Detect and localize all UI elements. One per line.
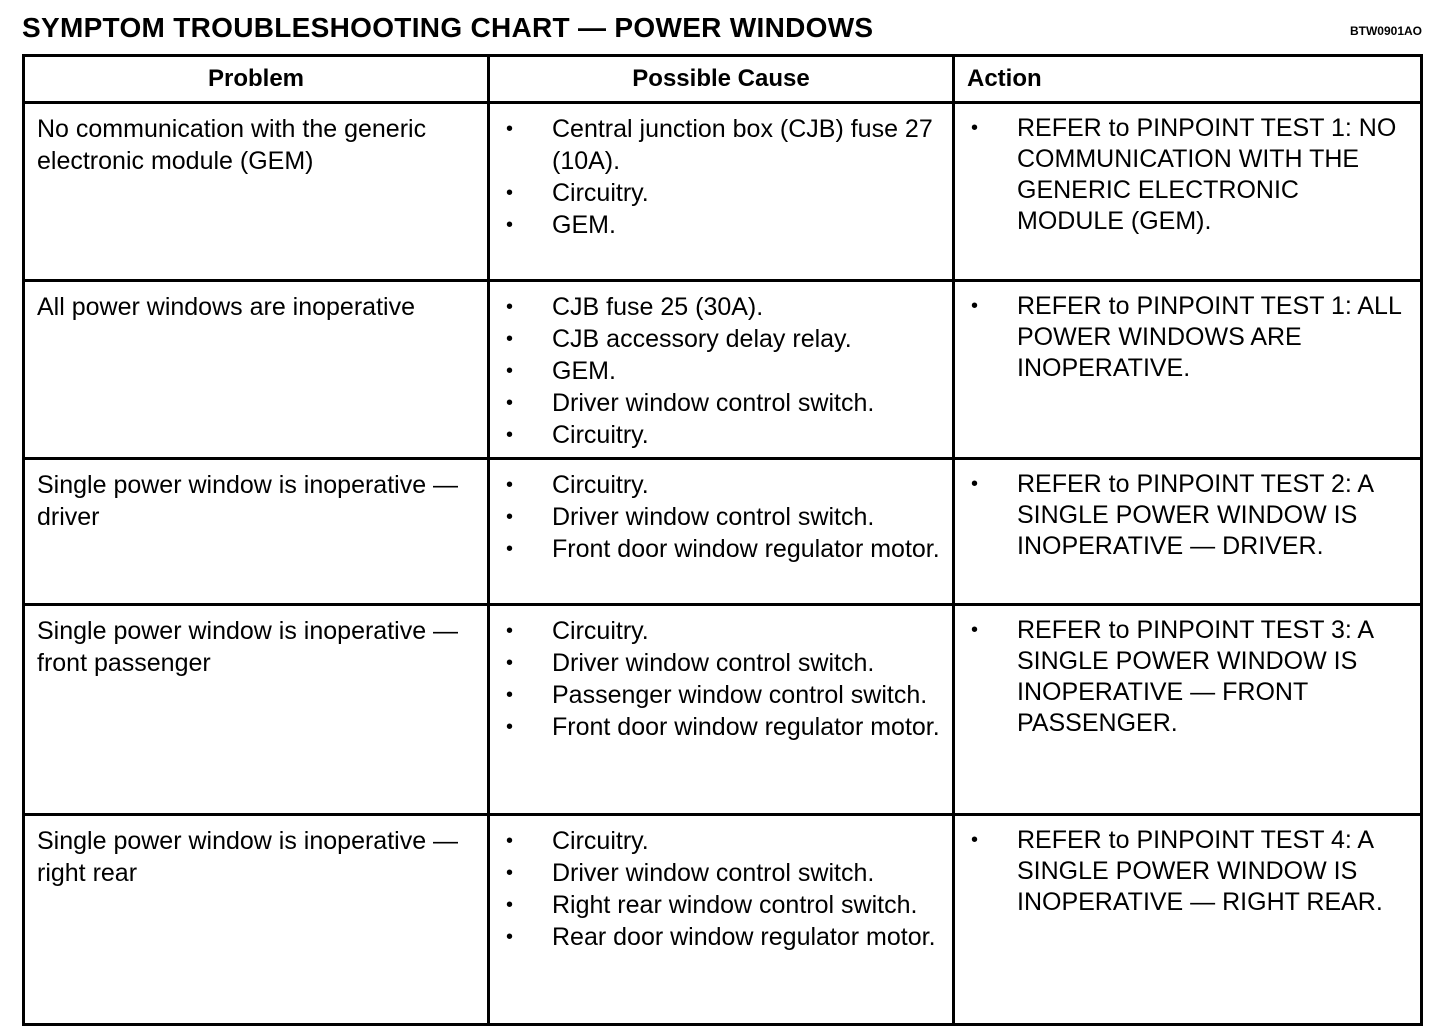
cause-text: Rear door window regulator motor. [552, 923, 936, 951]
list-item [502, 469, 942, 501]
chart-header [22, 10, 1422, 50]
list-item [502, 825, 942, 857]
bullet-icon: • [971, 117, 979, 139]
cause-list [502, 469, 942, 565]
list-item [502, 857, 942, 889]
cause-list [502, 615, 942, 743]
bullet-icon: • [506, 620, 514, 642]
cause-text: Front door window regulator motor. [552, 713, 940, 741]
bullet-icon: • [506, 538, 514, 560]
bullet-icon: • [506, 862, 514, 884]
list-item [967, 113, 1410, 237]
bullet-icon: • [506, 296, 514, 318]
action-cell [954, 605, 1422, 815]
list-item [967, 469, 1410, 562]
problem-cell: Single power window is inoperative — right rear [24, 815, 489, 1025]
list-item [502, 615, 942, 647]
column-header-problem: Problem [24, 56, 489, 103]
bullet-icon: • [506, 652, 514, 674]
bullet-icon: • [506, 360, 514, 382]
bullet-icon: • [506, 424, 514, 446]
bullet-icon: • [506, 214, 514, 236]
list-item [502, 501, 942, 533]
bullet-icon: • [506, 894, 514, 916]
bullet-icon: • [506, 716, 514, 738]
action-cell [954, 459, 1422, 605]
cause-text: Circuitry. [552, 421, 649, 449]
action-cell [954, 103, 1422, 281]
bullet-icon: • [506, 118, 514, 140]
table-row [24, 459, 1422, 605]
list-item [502, 177, 942, 209]
list-item [502, 889, 942, 921]
action-list [967, 291, 1410, 384]
cause-text: GEM. [552, 357, 616, 385]
table-row [24, 281, 1422, 459]
table-row [24, 103, 1422, 281]
bullet-icon: • [971, 619, 979, 641]
table-header-row [24, 56, 1422, 103]
action-text: REFER to PINPOINT TEST 2: A SINGLE POWER WINDOW IS INOPERATIVE — DRIVER. [1017, 470, 1373, 560]
action-text: REFER to PINPOINT TEST 4: A SINGLE POWER WINDOW IS INOPERATIVE — RIGHT REAR. [1017, 826, 1383, 916]
action-list [967, 113, 1410, 237]
problem-cell: All power windows are inoperative [24, 281, 489, 459]
list-item [502, 387, 942, 419]
bullet-icon: • [506, 182, 514, 204]
cause-text: Right rear window control switch. [552, 891, 918, 919]
figure-code: BTW0901AO [1349, 24, 1422, 38]
cause-text: Driver window control switch. [552, 389, 875, 417]
cause-text: Passenger window control switch. [552, 681, 928, 709]
list-item [502, 921, 942, 953]
list-item [967, 825, 1410, 918]
cause-list [502, 291, 942, 451]
table-row [24, 605, 1422, 815]
list-item [502, 209, 942, 241]
cause-text: Driver window control switch. [552, 503, 875, 531]
action-list [967, 469, 1410, 562]
cause-text: Central junction box (CJB) fuse 27 (10A). [552, 115, 933, 175]
list-item [502, 647, 942, 679]
cause-cell [489, 605, 954, 815]
action-list [967, 615, 1410, 739]
action-text: REFER to PINPOINT TEST 1: ALL POWER WINDOWS ARE INOPERATIVE. [1017, 292, 1401, 382]
column-header-possible-cause: Possible Cause [489, 56, 954, 103]
page-title: SYMPTOM TROUBLESHOOTING CHART — POWER WINDOWS [22, 12, 874, 43]
bullet-icon: • [506, 506, 514, 528]
action-cell [954, 281, 1422, 459]
cause-list [502, 825, 942, 953]
problem-cell: Single power window is inoperative — driver [24, 459, 489, 605]
table-row [24, 815, 1422, 1025]
cause-text: CJB fuse 25 (30A). [552, 293, 764, 321]
cause-cell [489, 103, 954, 281]
bullet-icon: • [506, 926, 514, 948]
bullet-icon: • [971, 295, 979, 317]
cause-text: GEM. [552, 211, 616, 239]
cause-list [502, 113, 942, 241]
troubleshooting-table [22, 54, 1423, 1026]
action-cell [954, 815, 1422, 1025]
list-item [502, 419, 942, 451]
cause-text: Front door window regulator motor. [552, 535, 940, 563]
list-item [502, 355, 942, 387]
bullet-icon: • [506, 328, 514, 350]
cause-text: CJB accessory delay relay. [552, 325, 852, 353]
bullet-icon: • [506, 684, 514, 706]
list-item [967, 291, 1410, 384]
cause-cell [489, 459, 954, 605]
list-item [967, 615, 1410, 739]
cause-cell [489, 281, 954, 459]
bullet-icon: • [971, 473, 979, 495]
list-item [502, 679, 942, 711]
list-item [502, 533, 942, 565]
list-item [502, 291, 942, 323]
cause-text: Circuitry. [552, 471, 649, 499]
action-text: REFER to PINPOINT TEST 3: A SINGLE POWER WINDOW IS INOPERATIVE — FRONT PASSENGER. [1017, 616, 1373, 737]
column-header-action: Action [954, 56, 1422, 103]
cause-text: Circuitry. [552, 179, 649, 207]
cause-cell [489, 815, 954, 1025]
list-item [502, 323, 942, 355]
problem-cell: Single power window is inoperative — front passenger [24, 605, 489, 815]
action-list [967, 825, 1410, 918]
action-text: REFER to PINPOINT TEST 1: NO COMMUNICATION WITH THE GENERIC ELECTRONIC MODULE (GEM). [1017, 114, 1397, 235]
problem-cell: No communication with the generic electronic module (GEM) [24, 103, 489, 281]
list-item [502, 113, 942, 177]
list-item [502, 711, 942, 743]
bullet-icon: • [971, 829, 979, 851]
cause-text: Circuitry. [552, 827, 649, 855]
bullet-icon: • [506, 392, 514, 414]
bullet-icon: • [506, 474, 514, 496]
cause-text: Circuitry. [552, 617, 649, 645]
cause-text: Driver window control switch. [552, 649, 875, 677]
bullet-icon: • [506, 830, 514, 852]
cause-text: Driver window control switch. [552, 859, 875, 887]
